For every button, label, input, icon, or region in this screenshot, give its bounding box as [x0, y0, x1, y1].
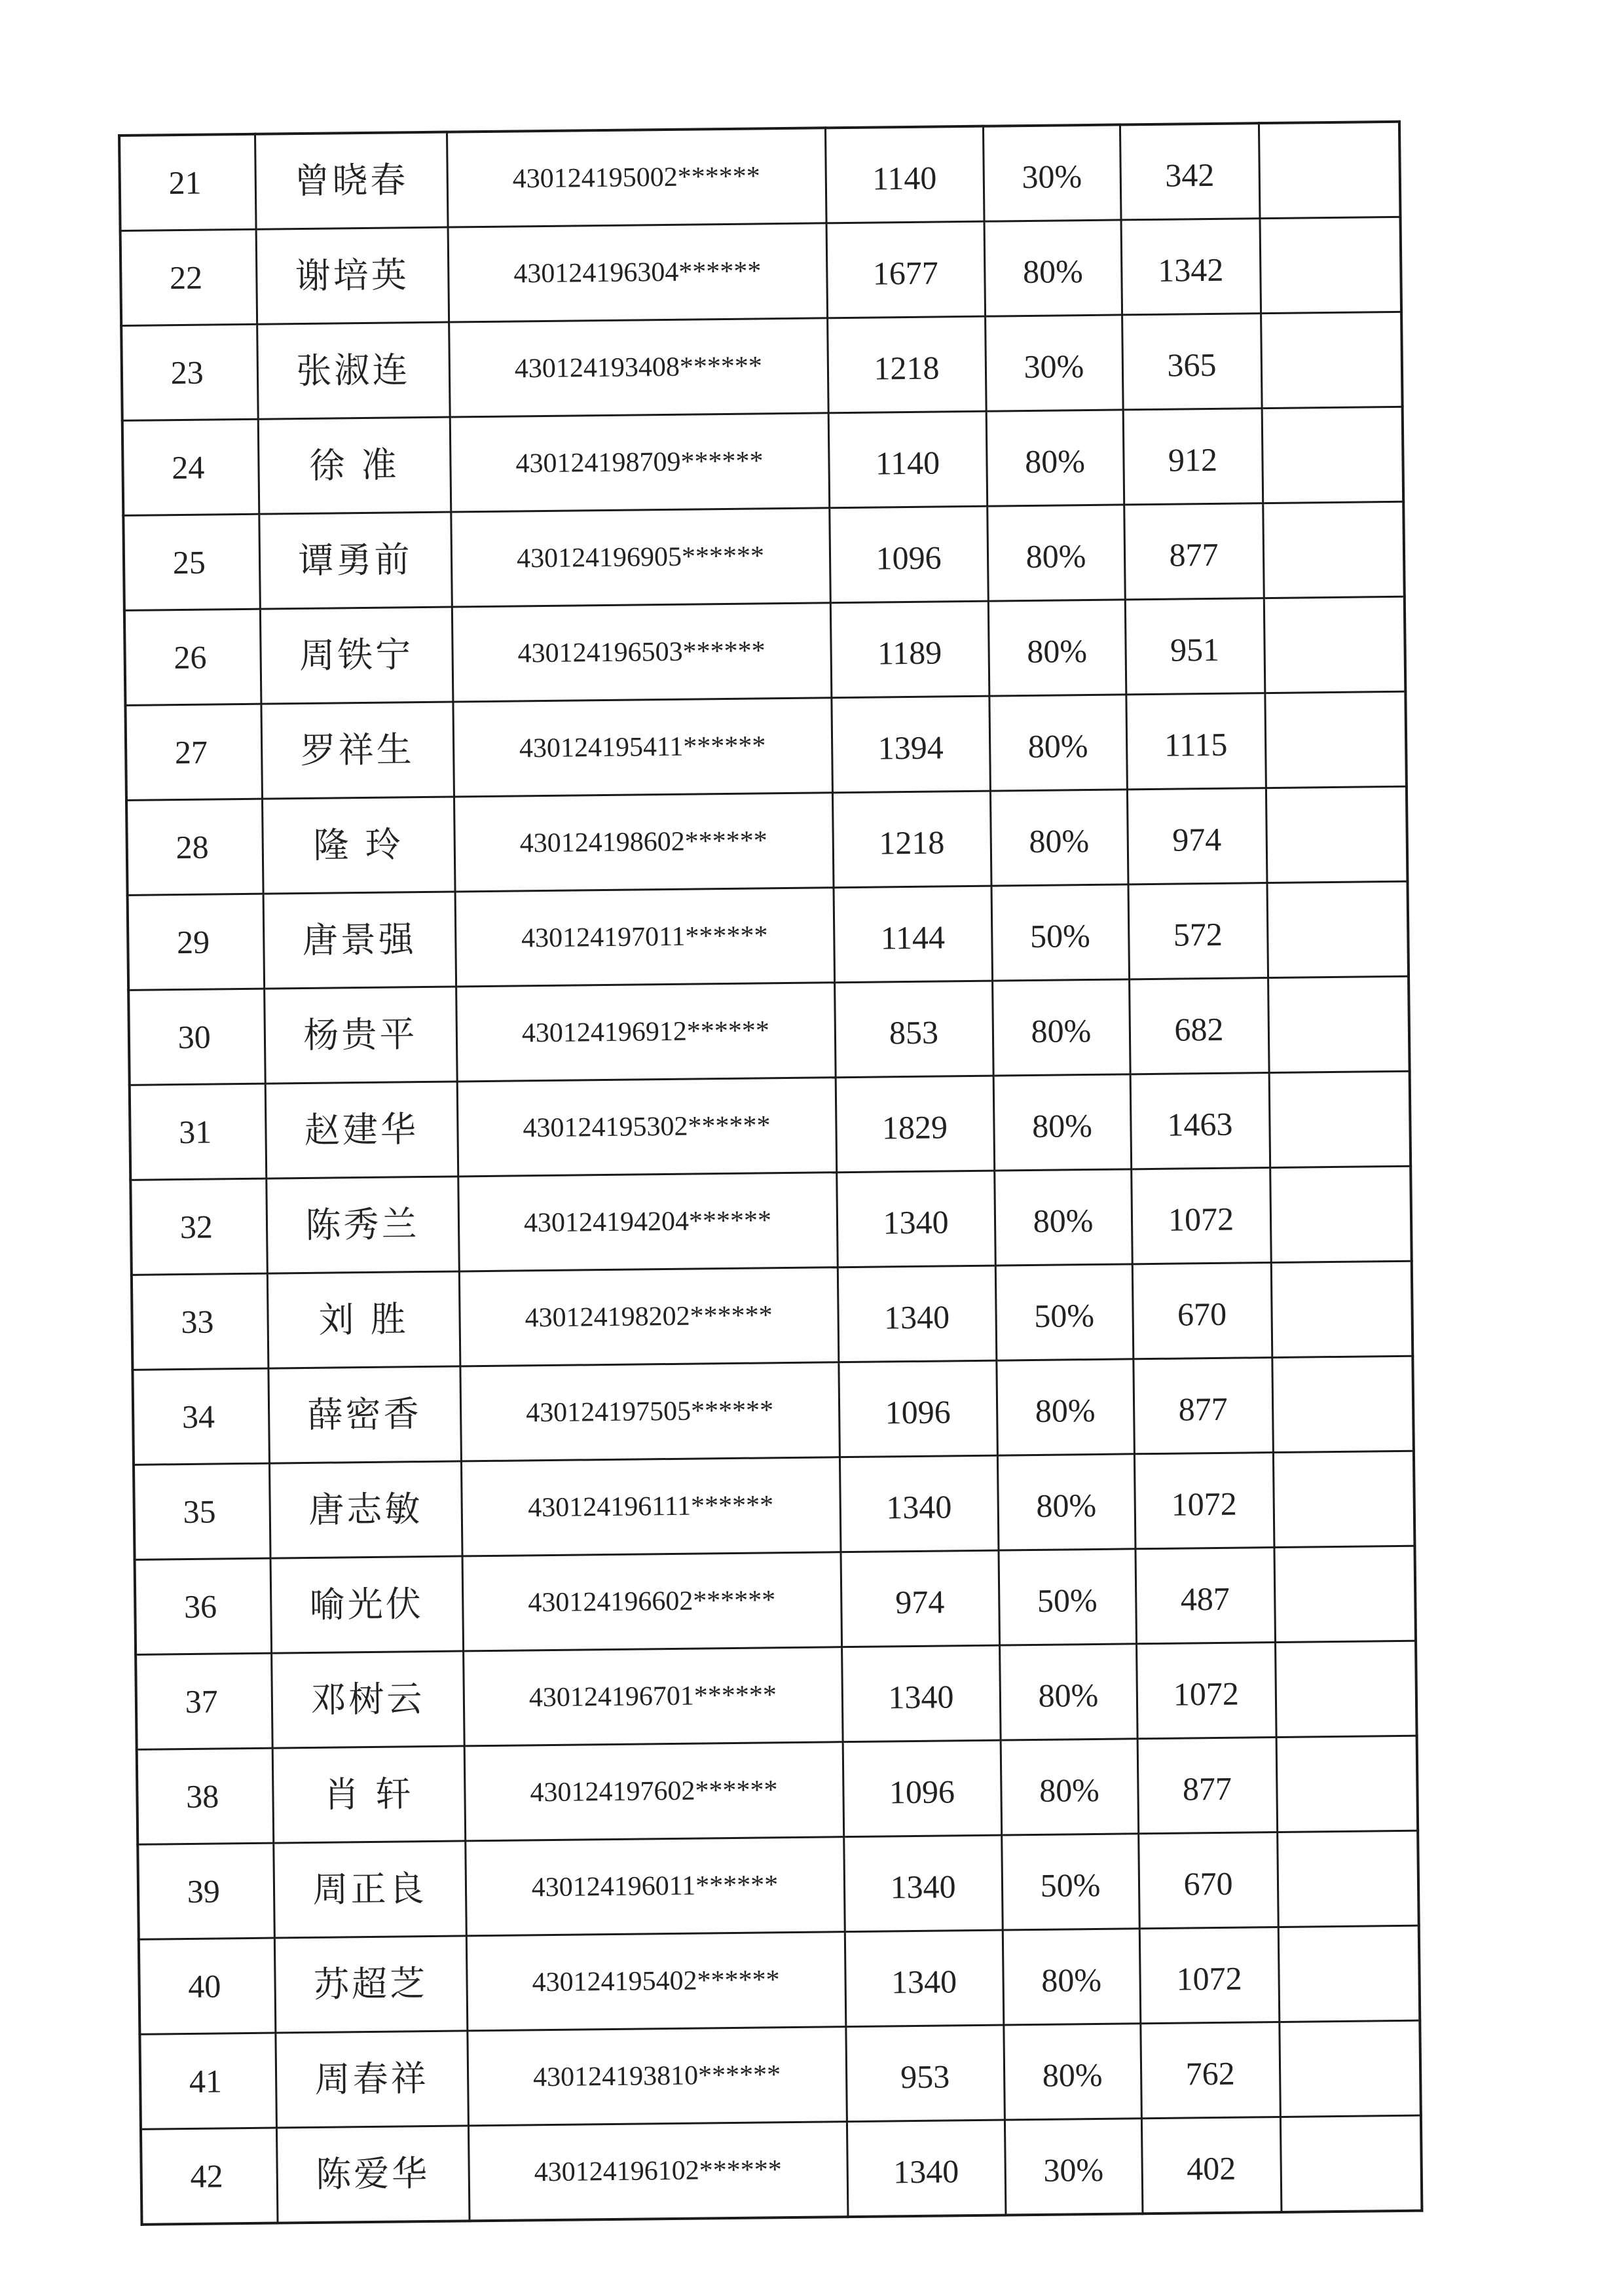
cell-rate: 30%	[983, 124, 1121, 221]
cell-name: 陈秀兰	[266, 1176, 459, 1273]
table-row	[119, 122, 1400, 231]
cell-amount: 342	[1120, 123, 1260, 220]
cell-name: 肖 轩	[272, 1746, 466, 1843]
cell-id-number: 430124196011******	[465, 1837, 845, 1936]
cell-base-amount: 1144	[834, 886, 993, 983]
cell-id-number: 430124193408******	[449, 318, 828, 417]
table-sheet	[118, 120, 1419, 2195]
cell-serial-number: 31	[130, 1084, 267, 1180]
table-row	[125, 691, 1406, 800]
cell-rate: 50%	[995, 1264, 1134, 1360]
cell-id-number: 430124195402******	[466, 1932, 846, 2031]
cell-note	[1275, 1641, 1417, 1737]
cell-serial-number: 40	[139, 1938, 276, 2034]
cell-note	[1266, 881, 1409, 977]
cell-note	[1269, 1071, 1411, 1167]
cell-note	[1268, 976, 1410, 1072]
table-row	[130, 1071, 1411, 1180]
cell-base-amount: 1340	[847, 2120, 1006, 2217]
cell-base-amount: 974	[840, 1550, 999, 1647]
table-row	[121, 312, 1402, 420]
cell-serial-number: 28	[126, 799, 263, 895]
cell-name: 薛密香	[268, 1366, 461, 1463]
cell-note	[1280, 2115, 1422, 2212]
cell-amount: 1463	[1130, 1073, 1270, 1169]
cell-name: 曾晓春	[255, 132, 448, 230]
cell-base-amount: 1096	[829, 506, 988, 603]
cell-serial-number: 25	[123, 514, 260, 610]
cell-amount: 974	[1127, 788, 1267, 884]
cell-amount: 365	[1122, 314, 1262, 410]
cell-name: 邓树云	[271, 1651, 464, 1748]
cell-note	[1259, 217, 1401, 313]
cell-id-number: 430124193810******	[467, 2027, 847, 2126]
cell-serial-number: 23	[121, 324, 258, 420]
cell-id-number: 430124196503******	[452, 603, 832, 702]
cell-rate: 80%	[984, 220, 1122, 316]
cell-rate: 50%	[991, 884, 1130, 981]
cell-id-number: 430124197011******	[455, 888, 835, 987]
cell-serial-number: 32	[130, 1178, 267, 1275]
cell-serial-number: 41	[139, 2033, 276, 2129]
table-row	[122, 407, 1403, 515]
table-row	[141, 2115, 1422, 2225]
table-row	[126, 786, 1407, 895]
cell-serial-number: 26	[124, 609, 261, 705]
cell-serial-number: 21	[119, 134, 256, 231]
cell-id-number: 430124197505******	[460, 1362, 840, 1461]
cell-name: 刘 胜	[267, 1271, 460, 1368]
cell-id-number: 430124196111******	[461, 1457, 841, 1556]
cell-base-amount: 1394	[831, 696, 990, 793]
cell-note	[1259, 122, 1401, 219]
table-row	[136, 1641, 1416, 1749]
cell-name: 隆 玲	[262, 797, 455, 894]
cell-note	[1276, 1736, 1418, 1832]
cell-rate: 80%	[996, 1359, 1134, 1455]
cell-id-number: 430124196602******	[462, 1552, 842, 1651]
cell-serial-number: 35	[134, 1463, 270, 1559]
cell-serial-number: 33	[132, 1273, 268, 1370]
cell-amount: 1072	[1136, 1643, 1276, 1739]
table-row	[130, 1166, 1411, 1275]
cell-name: 谭勇前	[259, 512, 452, 609]
cell-rate: 30%	[1005, 2119, 1143, 2215]
cell-amount: 682	[1129, 978, 1269, 1074]
cell-amount: 762	[1140, 2022, 1280, 2118]
cell-note	[1270, 1166, 1412, 1262]
cell-note	[1273, 1451, 1415, 1547]
table-row	[135, 1546, 1416, 1654]
table-row	[128, 881, 1409, 990]
cell-base-amount: 1829	[836, 1076, 995, 1173]
cell-note	[1264, 691, 1407, 788]
cell-note	[1261, 312, 1403, 408]
cell-note	[1264, 596, 1406, 693]
cell-base-amount: 1340	[840, 1455, 999, 1552]
cell-name: 赵建华	[265, 1082, 458, 1178]
cell-id-number: 430124198202******	[459, 1267, 839, 1366]
cell-base-amount: 1218	[827, 316, 986, 413]
cell-serial-number: 24	[122, 419, 259, 515]
table-row	[139, 1925, 1420, 2034]
cell-id-number: 430124197602******	[464, 1742, 844, 1841]
cell-serial-number: 27	[125, 704, 262, 800]
cell-serial-number: 30	[128, 989, 265, 1085]
cell-rate: 50%	[998, 1549, 1136, 1645]
cell-amount: 877	[1124, 503, 1264, 600]
cell-base-amount: 1140	[828, 411, 987, 508]
table-row	[124, 596, 1405, 705]
cell-id-number: 430124194204******	[458, 1173, 838, 1271]
roster-table	[118, 120, 1423, 2226]
cell-rate: 80%	[989, 695, 1127, 791]
cell-note	[1272, 1356, 1414, 1452]
cell-amount: 487	[1135, 1548, 1275, 1644]
cell-base-amount: 1096	[838, 1360, 997, 1457]
cell-rate: 30%	[985, 315, 1123, 411]
table-row	[128, 976, 1409, 1085]
cell-amount: 670	[1132, 1263, 1272, 1359]
cell-rate: 80%	[986, 410, 1124, 506]
cell-amount: 572	[1128, 883, 1268, 979]
cell-rate: 50%	[1001, 1834, 1139, 1930]
cell-id-number: 430124196304******	[448, 223, 828, 322]
cell-amount: 1072	[1131, 1168, 1271, 1264]
cell-name: 唐景强	[263, 892, 456, 989]
table-row	[139, 2020, 1420, 2129]
cell-base-amount: 1189	[830, 601, 989, 698]
cell-note	[1274, 1546, 1416, 1642]
cell-note	[1279, 2020, 1421, 2117]
cell-id-number: 430124196905******	[451, 508, 830, 607]
cell-base-amount: 1140	[825, 126, 984, 223]
cell-amount: 1072	[1134, 1453, 1274, 1549]
cell-base-amount: 1340	[838, 1266, 997, 1362]
cell-name: 杨贵平	[264, 987, 457, 1084]
cell-rate: 80%	[1001, 1739, 1139, 1835]
cell-name: 陈爱华	[276, 2126, 470, 2223]
cell-rate: 80%	[999, 1644, 1137, 1740]
cell-serial-number: 42	[141, 2128, 278, 2225]
cell-id-number: 430124195002******	[447, 128, 826, 227]
cell-base-amount: 1340	[845, 1930, 1004, 2027]
cell-rate: 80%	[988, 600, 1126, 696]
cell-rate: 80%	[1003, 1929, 1141, 2025]
cell-serial-number: 38	[137, 1748, 274, 1844]
cell-amount: 912	[1123, 409, 1263, 505]
cell-base-amount: 853	[834, 981, 993, 1078]
cell-amount: 877	[1133, 1358, 1273, 1454]
cell-note	[1277, 1831, 1419, 1927]
cell-serial-number: 39	[138, 1843, 274, 1939]
cell-name: 谢培英	[256, 227, 449, 324]
cell-serial-number: 29	[128, 894, 265, 990]
cell-base-amount: 953	[845, 2025, 1005, 2122]
table-row	[138, 1831, 1418, 1939]
cell-serial-number: 34	[132, 1368, 269, 1465]
cell-rate: 80%	[992, 979, 1130, 1076]
cell-base-amount: 1340	[841, 1645, 1001, 1742]
cell-note	[1263, 501, 1405, 598]
cell-id-number: 430124196102******	[468, 2122, 848, 2221]
cell-serial-number: 22	[120, 229, 257, 325]
cell-name: 苏超芝	[274, 1936, 468, 2033]
cell-serial-number: 37	[136, 1653, 272, 1749]
cell-base-amount: 1340	[843, 1835, 1003, 1932]
cell-id-number: 430124198709******	[450, 413, 830, 512]
cell-base-amount: 1218	[832, 791, 991, 888]
cell-name: 周春祥	[275, 2031, 468, 2128]
table-row	[132, 1356, 1413, 1465]
cell-name: 徐 准	[258, 417, 451, 514]
table-row	[137, 1736, 1418, 1844]
table-row	[120, 217, 1401, 325]
cell-amount: 951	[1125, 598, 1265, 695]
cell-amount: 1072	[1139, 1927, 1280, 2023]
cell-name: 周正良	[273, 1841, 466, 1938]
cell-id-number: 430124196701******	[463, 1647, 843, 1746]
cell-serial-number: 36	[135, 1558, 272, 1654]
cell-base-amount: 1677	[826, 221, 986, 318]
cell-note	[1266, 786, 1408, 883]
cell-note	[1271, 1261, 1413, 1357]
table-body	[119, 122, 1422, 2225]
cell-id-number: 430124198602******	[454, 793, 834, 892]
cell-rate: 80%	[993, 1074, 1132, 1171]
cell-rate: 80%	[987, 505, 1125, 601]
cell-rate: 80%	[994, 1169, 1132, 1266]
cell-rate: 80%	[997, 1454, 1135, 1550]
table-row	[123, 501, 1404, 610]
cell-name: 周铁宁	[260, 607, 453, 704]
cell-id-number: 430124195302******	[457, 1078, 837, 1176]
cell-amount: 1115	[1126, 693, 1266, 790]
cell-rate: 80%	[1003, 2024, 1141, 2120]
table-row	[132, 1261, 1412, 1370]
cell-amount: 670	[1138, 1832, 1278, 1928]
cell-id-number: 430124195411******	[452, 698, 832, 797]
cell-note	[1262, 407, 1404, 503]
cell-rate: 80%	[990, 790, 1128, 886]
cell-name: 罗祥生	[261, 702, 454, 799]
table-row	[134, 1451, 1414, 1559]
cell-name: 唐志敏	[269, 1461, 462, 1558]
cell-note	[1278, 1925, 1420, 2022]
cell-name: 张淑连	[257, 322, 450, 419]
cell-name: 喻光伏	[270, 1556, 464, 1653]
cell-id-number: 430124196912******	[456, 983, 836, 1082]
cell-base-amount: 1340	[836, 1171, 995, 1267]
cell-base-amount: 1096	[843, 1740, 1002, 1837]
cell-amount: 877	[1137, 1738, 1278, 1834]
cell-amount: 402	[1141, 2117, 1282, 2214]
cell-amount: 1342	[1121, 219, 1261, 315]
